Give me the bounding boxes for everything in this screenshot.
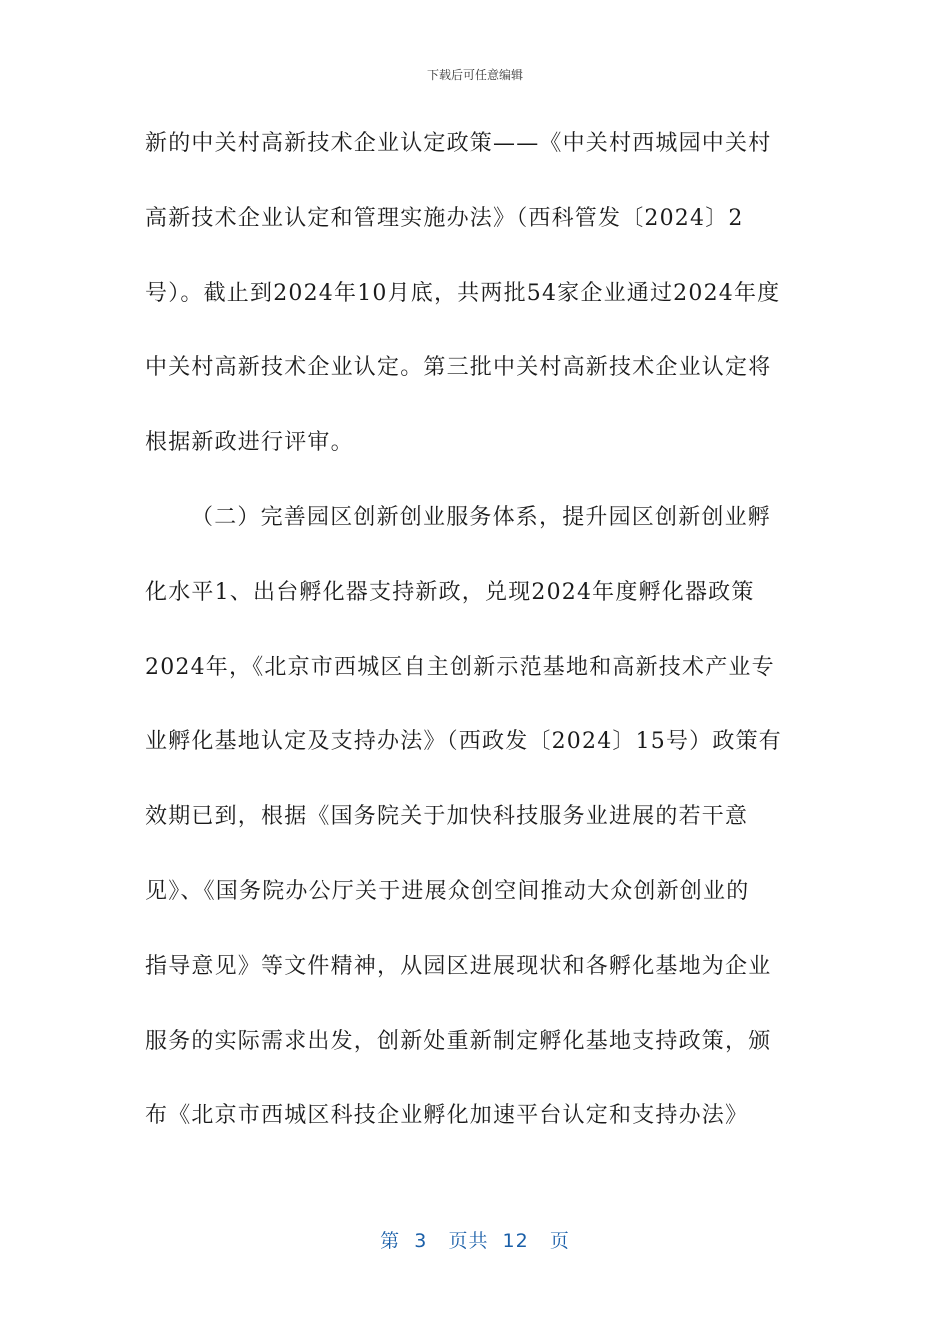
body-line: 新的中关村高新技术企业认定政策——《中关村西城园中关村 bbox=[145, 131, 772, 156]
document-body bbox=[145, 118, 813, 1165]
footer-suffix: 页 bbox=[549, 1230, 570, 1252]
page-number-footer bbox=[0, 1226, 950, 1253]
body-line: 见》、《国务院办公厅关于进展众创空间推动大众创新创业的 bbox=[145, 878, 750, 904]
body-line: 2024年，《北京市西城区自主创新示范基地和高新技术产业专 bbox=[145, 654, 775, 680]
body-line: 服务的实际需求出发，创新处重新制定孵化基地支持政策，颁 bbox=[145, 1028, 772, 1054]
body-line: 布《北京市西城区科技企业孵化加速平台认定和支持办法》 bbox=[145, 1103, 749, 1129]
body-line: 根据新政进行评审。 bbox=[145, 430, 354, 456]
body-line: 效期已到，根据《国务院关于加快科技服务业进展的若干意 bbox=[145, 804, 749, 830]
body-line: 中关村高新技术企业认定。第三批中关村高新技术企业认定将 bbox=[145, 355, 772, 381]
body-line: 指导意见》等文件精神，从园区进展现状和各孵化基地为企业 bbox=[145, 953, 772, 979]
body-line: 号）。截止到2024年10月底，共两批54家企业通过2024年度 bbox=[145, 280, 781, 306]
footer-prefix: 第 bbox=[380, 1230, 401, 1252]
page-header: 下载后可任意编辑 bbox=[426, 68, 523, 82]
total-page-count: 12 bbox=[502, 1230, 529, 1252]
body-line: 业孵化基地认定及支持办法》（西政发〔2024〕15号）政策有 bbox=[145, 729, 782, 755]
section-heading-line: （二）完善园区创新创业服务体系，提升园区创新创业孵 bbox=[191, 504, 772, 530]
body-line: 化水平1、出台孵化器支持新政，兑现2024年度孵化器政策 bbox=[145, 579, 755, 605]
current-page-number: 3 bbox=[414, 1230, 428, 1252]
body-line: 高新技术企业认定和管理实施办法》（西科管发〔2024〕2 bbox=[145, 205, 744, 231]
footer-middle: 页共 bbox=[448, 1230, 489, 1252]
